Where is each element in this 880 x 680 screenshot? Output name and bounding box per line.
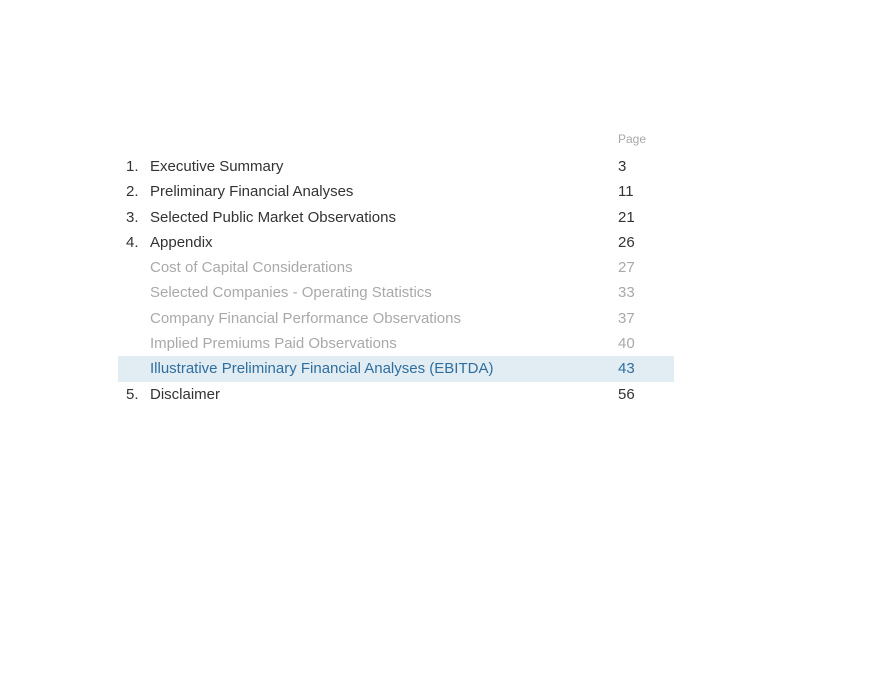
toc-item-title: Cost of Capital Considerations xyxy=(150,259,353,277)
toc-item-title: Executive Summary xyxy=(150,158,284,175)
toc-subitem-illustrative-analyses-active[interactable] xyxy=(118,356,674,381)
toc-item-page: 56 xyxy=(618,385,635,403)
toc-item-page: 26 xyxy=(618,233,635,251)
toc-item-page: 33 xyxy=(618,284,635,302)
toc-item-page: 27 xyxy=(618,259,635,277)
toc-item-page: 37 xyxy=(618,309,635,327)
toc-item-page: 21 xyxy=(618,208,635,226)
toc-subitem-implied-premiums[interactable] xyxy=(118,331,674,356)
toc-item-page: 40 xyxy=(618,335,635,353)
toc-subitem-company-financial-performance[interactable] xyxy=(118,306,674,331)
toc-item-selected-public-market-observations[interactable] xyxy=(118,205,674,230)
toc-subitem-cost-of-capital[interactable] xyxy=(118,255,674,280)
toc-item-number: 1. xyxy=(126,158,139,175)
toc-item-number: 4. xyxy=(126,233,139,251)
toc-item-title: Appendix xyxy=(150,233,213,251)
page-header-label: Page xyxy=(618,132,647,146)
toc-item-executive-summary[interactable] xyxy=(118,154,674,179)
toc-item-appendix[interactable] xyxy=(118,230,674,255)
toc-item-preliminary-financial-analyses[interactable] xyxy=(118,179,674,204)
page-column-header xyxy=(118,130,674,154)
toc-item-title: Preliminary Financial Analyses xyxy=(150,183,354,201)
toc-item-title: Selected Companies - Operating Statistics xyxy=(150,284,432,302)
toc-subitem-operating-statistics[interactable] xyxy=(118,280,674,305)
toc-item-number: 2. xyxy=(126,183,139,201)
toc-item-disclaimer[interactable] xyxy=(118,382,674,407)
toc-item-number: 5. xyxy=(126,385,139,403)
toc-item-number: 3. xyxy=(126,208,139,226)
toc-item-page: 3 xyxy=(618,158,627,175)
toc-item-title: Illustrative Preliminary Financial Analyses (EBITDA) xyxy=(150,360,494,378)
toc-item-page: 11 xyxy=(618,183,634,201)
toc-item-title: Company Financial Performance Observations xyxy=(150,309,461,327)
toc-item-title: Selected Public Market Observations xyxy=(150,208,396,226)
toc-item-title: Disclaimer xyxy=(150,385,221,403)
toc-item-title: Implied Premiums Paid Observations xyxy=(150,335,397,353)
toc-item-page: 43 xyxy=(618,360,635,378)
table-of-contents xyxy=(118,130,674,407)
